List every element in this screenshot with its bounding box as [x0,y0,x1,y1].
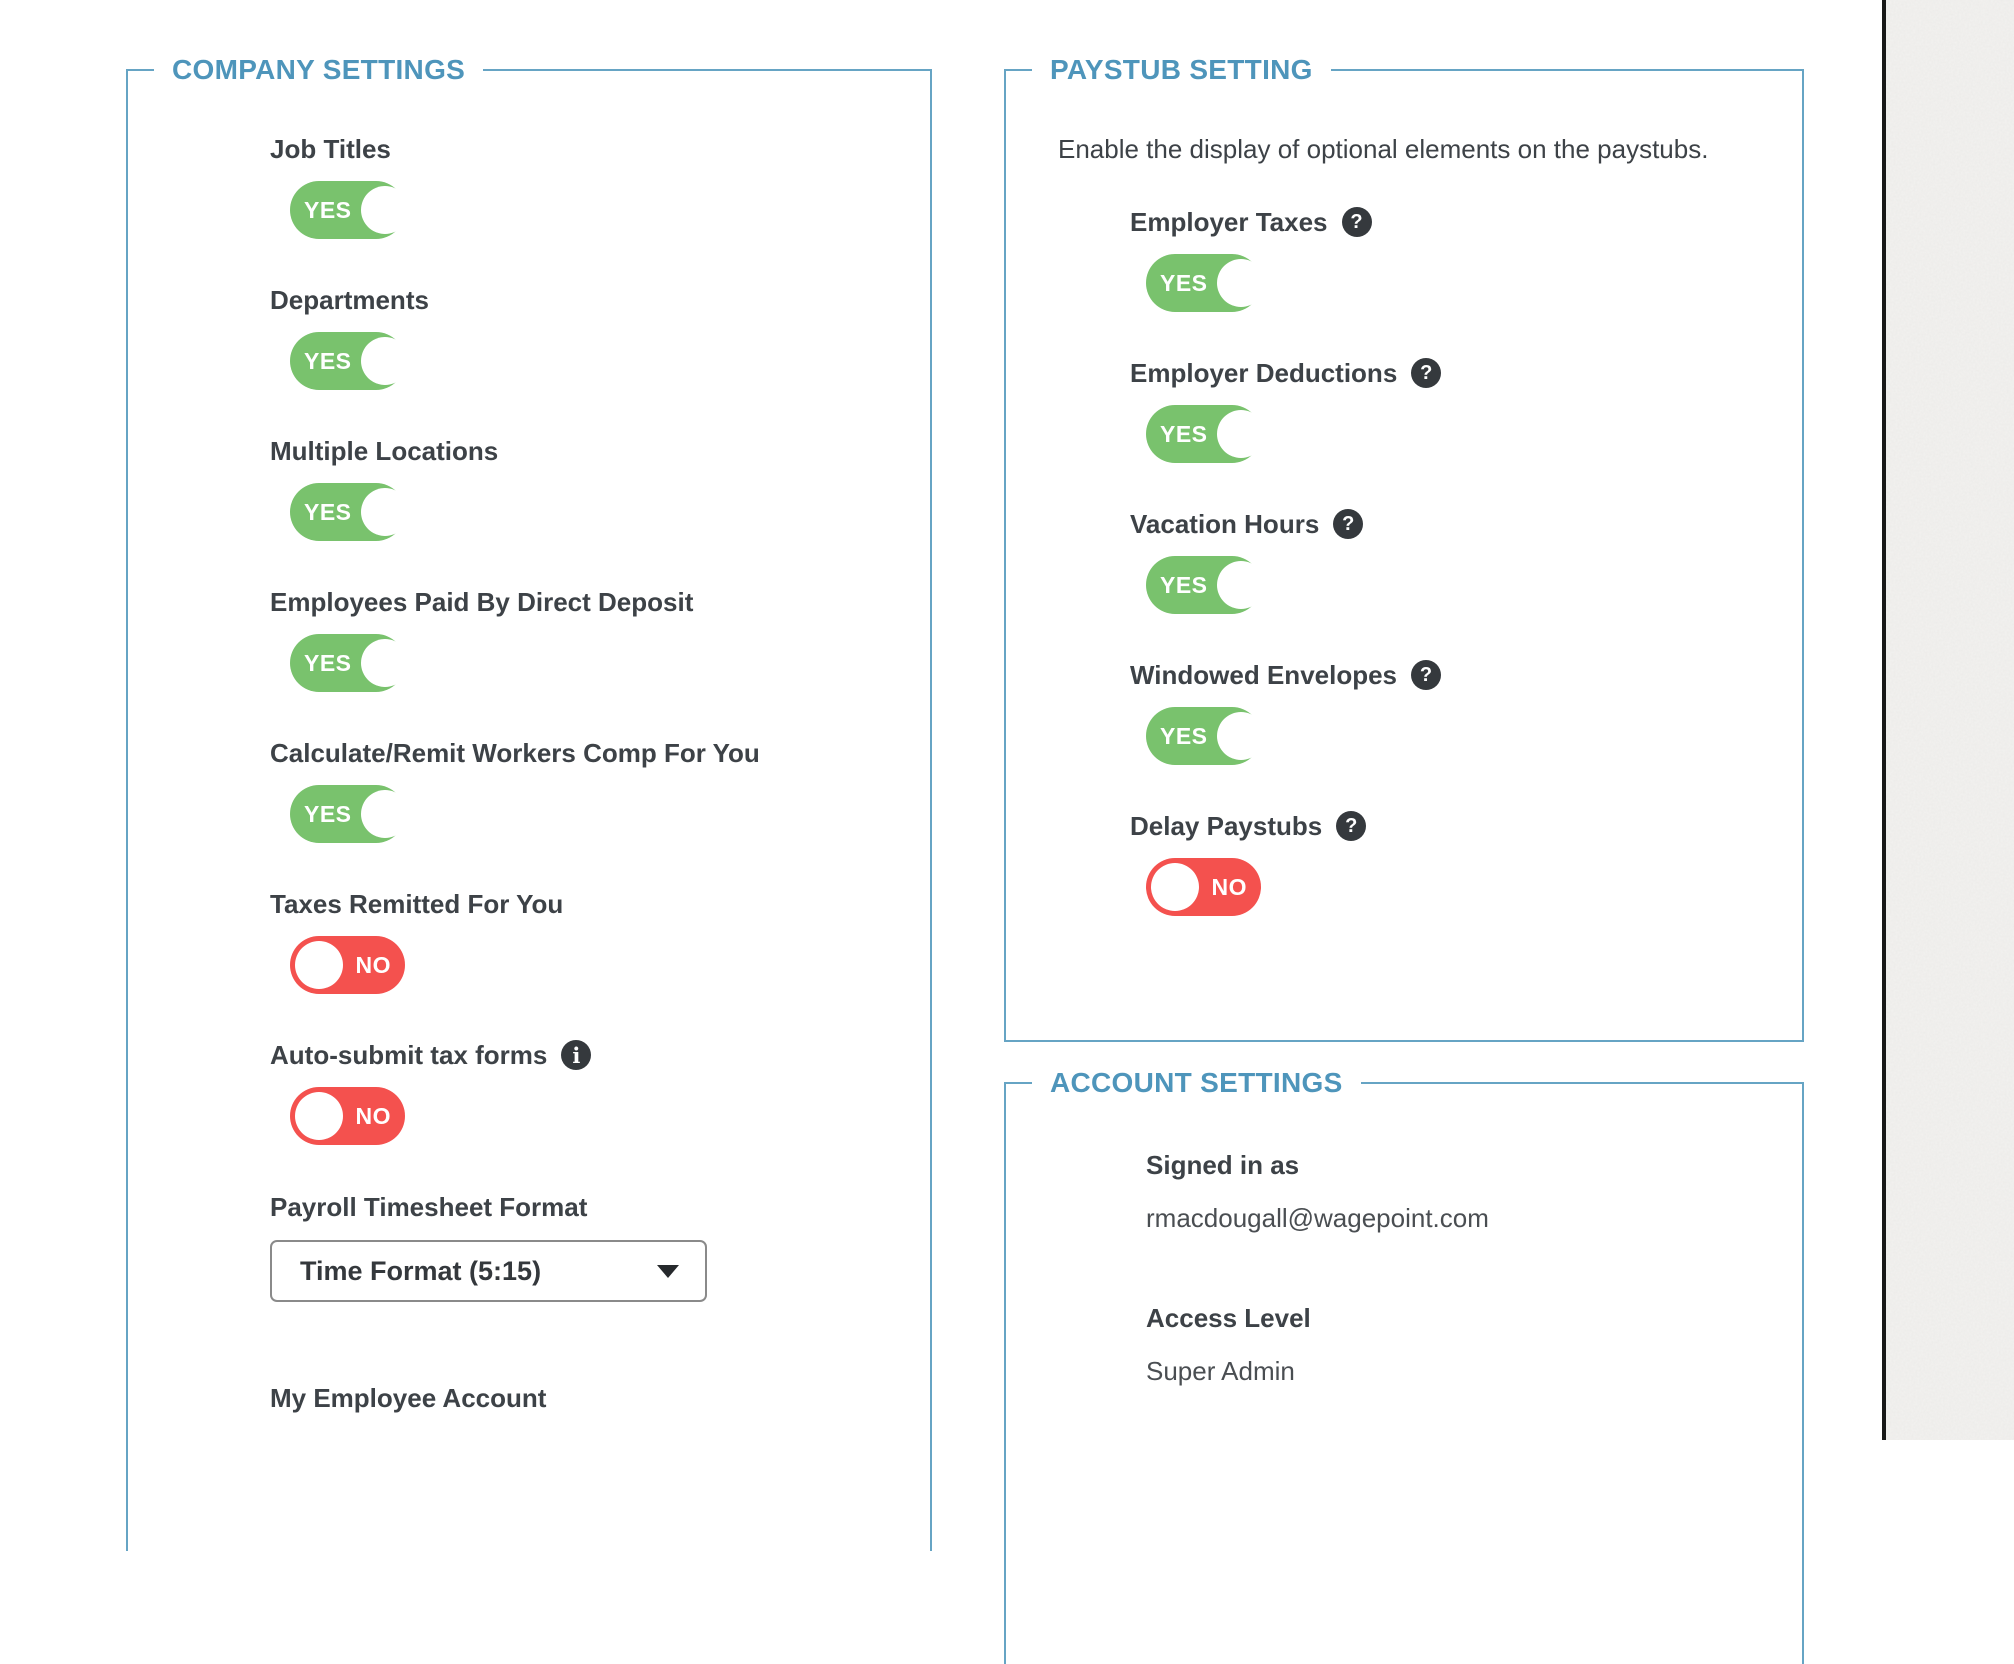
access-level-value: Super Admin [1146,1356,1295,1386]
toggle-state-label: YES [304,800,352,827]
toggle-state-label: NO [355,951,391,978]
help-icon[interactable]: ? [1411,660,1441,690]
toggle-employer-taxes[interactable] [1146,254,1261,312]
setting-label: Employer Deductions [1130,358,1398,388]
toggle-knob [1151,863,1199,911]
setting-label: Employer Taxes [1130,207,1328,237]
toggle-direct-deposit[interactable] [290,634,405,692]
access-level-label: Access Level [1146,1303,1311,1333]
toggle-state-label: YES [1160,571,1208,598]
toggle-state-label: YES [1160,722,1208,749]
help-icon[interactable]: ? [1333,509,1363,539]
paper-texture-background [1886,0,2014,1440]
toggle-delay-paystubs[interactable] [1146,858,1261,916]
toggle-multiple-locations[interactable] [290,483,405,541]
toggle-knob [361,790,409,838]
paper-texture-noise [1886,0,2014,1440]
setting-row-auto-submit-tax-forms [270,1038,930,1145]
payroll-timesheet-format-label: Payroll Timesheet Format [270,1192,588,1222]
setting-label: Windowed Envelopes [1130,660,1398,690]
toggle-knob [361,186,409,234]
setting-row-departments [270,283,930,390]
setting-row-vacation-hours [1130,507,1802,614]
toggle-state-label: YES [304,498,352,525]
setting-label: Multiple Locations [270,436,499,466]
setting-label: Delay Paystubs [1130,811,1323,841]
timesheet-format-value: Time Format (5:15) [300,1255,542,1286]
toggle-state-label: YES [304,347,352,374]
paystub-description: Enable the display of optional elements on the paystubs. [1058,134,1709,164]
toggle-knob [361,337,409,385]
my-employee-account-label: My Employee Account [270,1383,547,1413]
help-icon[interactable]: ? [1342,207,1372,237]
payroll-timesheet-format-group [270,1190,930,1302]
toggle-knob [295,941,343,989]
toggle-vacation-hours[interactable] [1146,556,1261,614]
signed-in-as-label: Signed in as [1146,1150,1300,1180]
toggle-knob [361,639,409,687]
setting-label: Employees Paid By Direct Deposit [270,587,694,617]
signed-in-email: rmacdougall@wagepoint.com [1146,1203,1489,1233]
toggle-employer-deductions[interactable] [1146,405,1261,463]
setting-row-employer-deductions [1130,356,1802,463]
paystub-setting-title: PAYSTUB SETTING [1050,54,1313,85]
toggle-knob [1217,712,1265,760]
toggle-state-label: YES [304,649,352,676]
paystub-setting-section [1004,51,1804,1042]
toggle-knob [1217,410,1265,458]
timesheet-format-dropdown[interactable] [270,1240,707,1302]
setting-label: Taxes Remitted For You [270,889,564,919]
toggle-workers-comp[interactable] [290,785,405,843]
toggle-knob [295,1092,343,1140]
signed-in-group [1146,1148,1802,1235]
toggle-state-label: YES [1160,420,1208,447]
toggle-state-label: NO [1211,873,1247,900]
toggle-knob [1217,259,1265,307]
toggle-knob [361,488,409,536]
toggle-taxes-remitted[interactable] [290,936,405,994]
setting-row-direct-deposit [270,585,930,692]
toggle-state-label: YES [1160,269,1208,296]
toggle-state-label: NO [355,1102,391,1129]
account-settings-title: ACCOUNT SETTINGS [1050,1067,1343,1098]
company-settings-title: COMPANY SETTINGS [172,54,466,85]
setting-row-delay-paystubs [1130,809,1802,916]
help-icon[interactable]: ? [1336,811,1366,841]
company-settings-section [126,51,932,1551]
info-icon[interactable]: i [561,1040,591,1070]
chevron-down-icon [657,1265,679,1278]
toggle-departments[interactable] [290,332,405,390]
help-icon[interactable]: ? [1411,358,1441,388]
toggle-auto-submit-tax-forms[interactable] [290,1087,405,1145]
setting-label: Auto-submit tax forms [270,1040,548,1070]
setting-row-windowed-envelopes [1130,658,1802,765]
toggle-windowed-envelopes[interactable] [1146,707,1261,765]
setting-row-multiple-locations [270,434,930,541]
toggle-knob [1217,561,1265,609]
setting-label: Calculate/Remit Workers Comp For You [270,738,760,768]
setting-label: Departments [270,285,429,315]
setting-row-job-titles [270,132,930,239]
toggle-state-label: YES [304,196,352,223]
setting-row-employer-taxes [1130,205,1802,312]
setting-label: Vacation Hours [1130,509,1320,539]
toggle-job-titles[interactable] [290,181,405,239]
account-settings-section [1004,1064,1804,1664]
setting-row-taxes-remitted [270,887,930,994]
access-level-group [1146,1301,1802,1388]
setting-label: Job Titles [270,134,391,164]
setting-row-workers-comp [270,736,930,843]
